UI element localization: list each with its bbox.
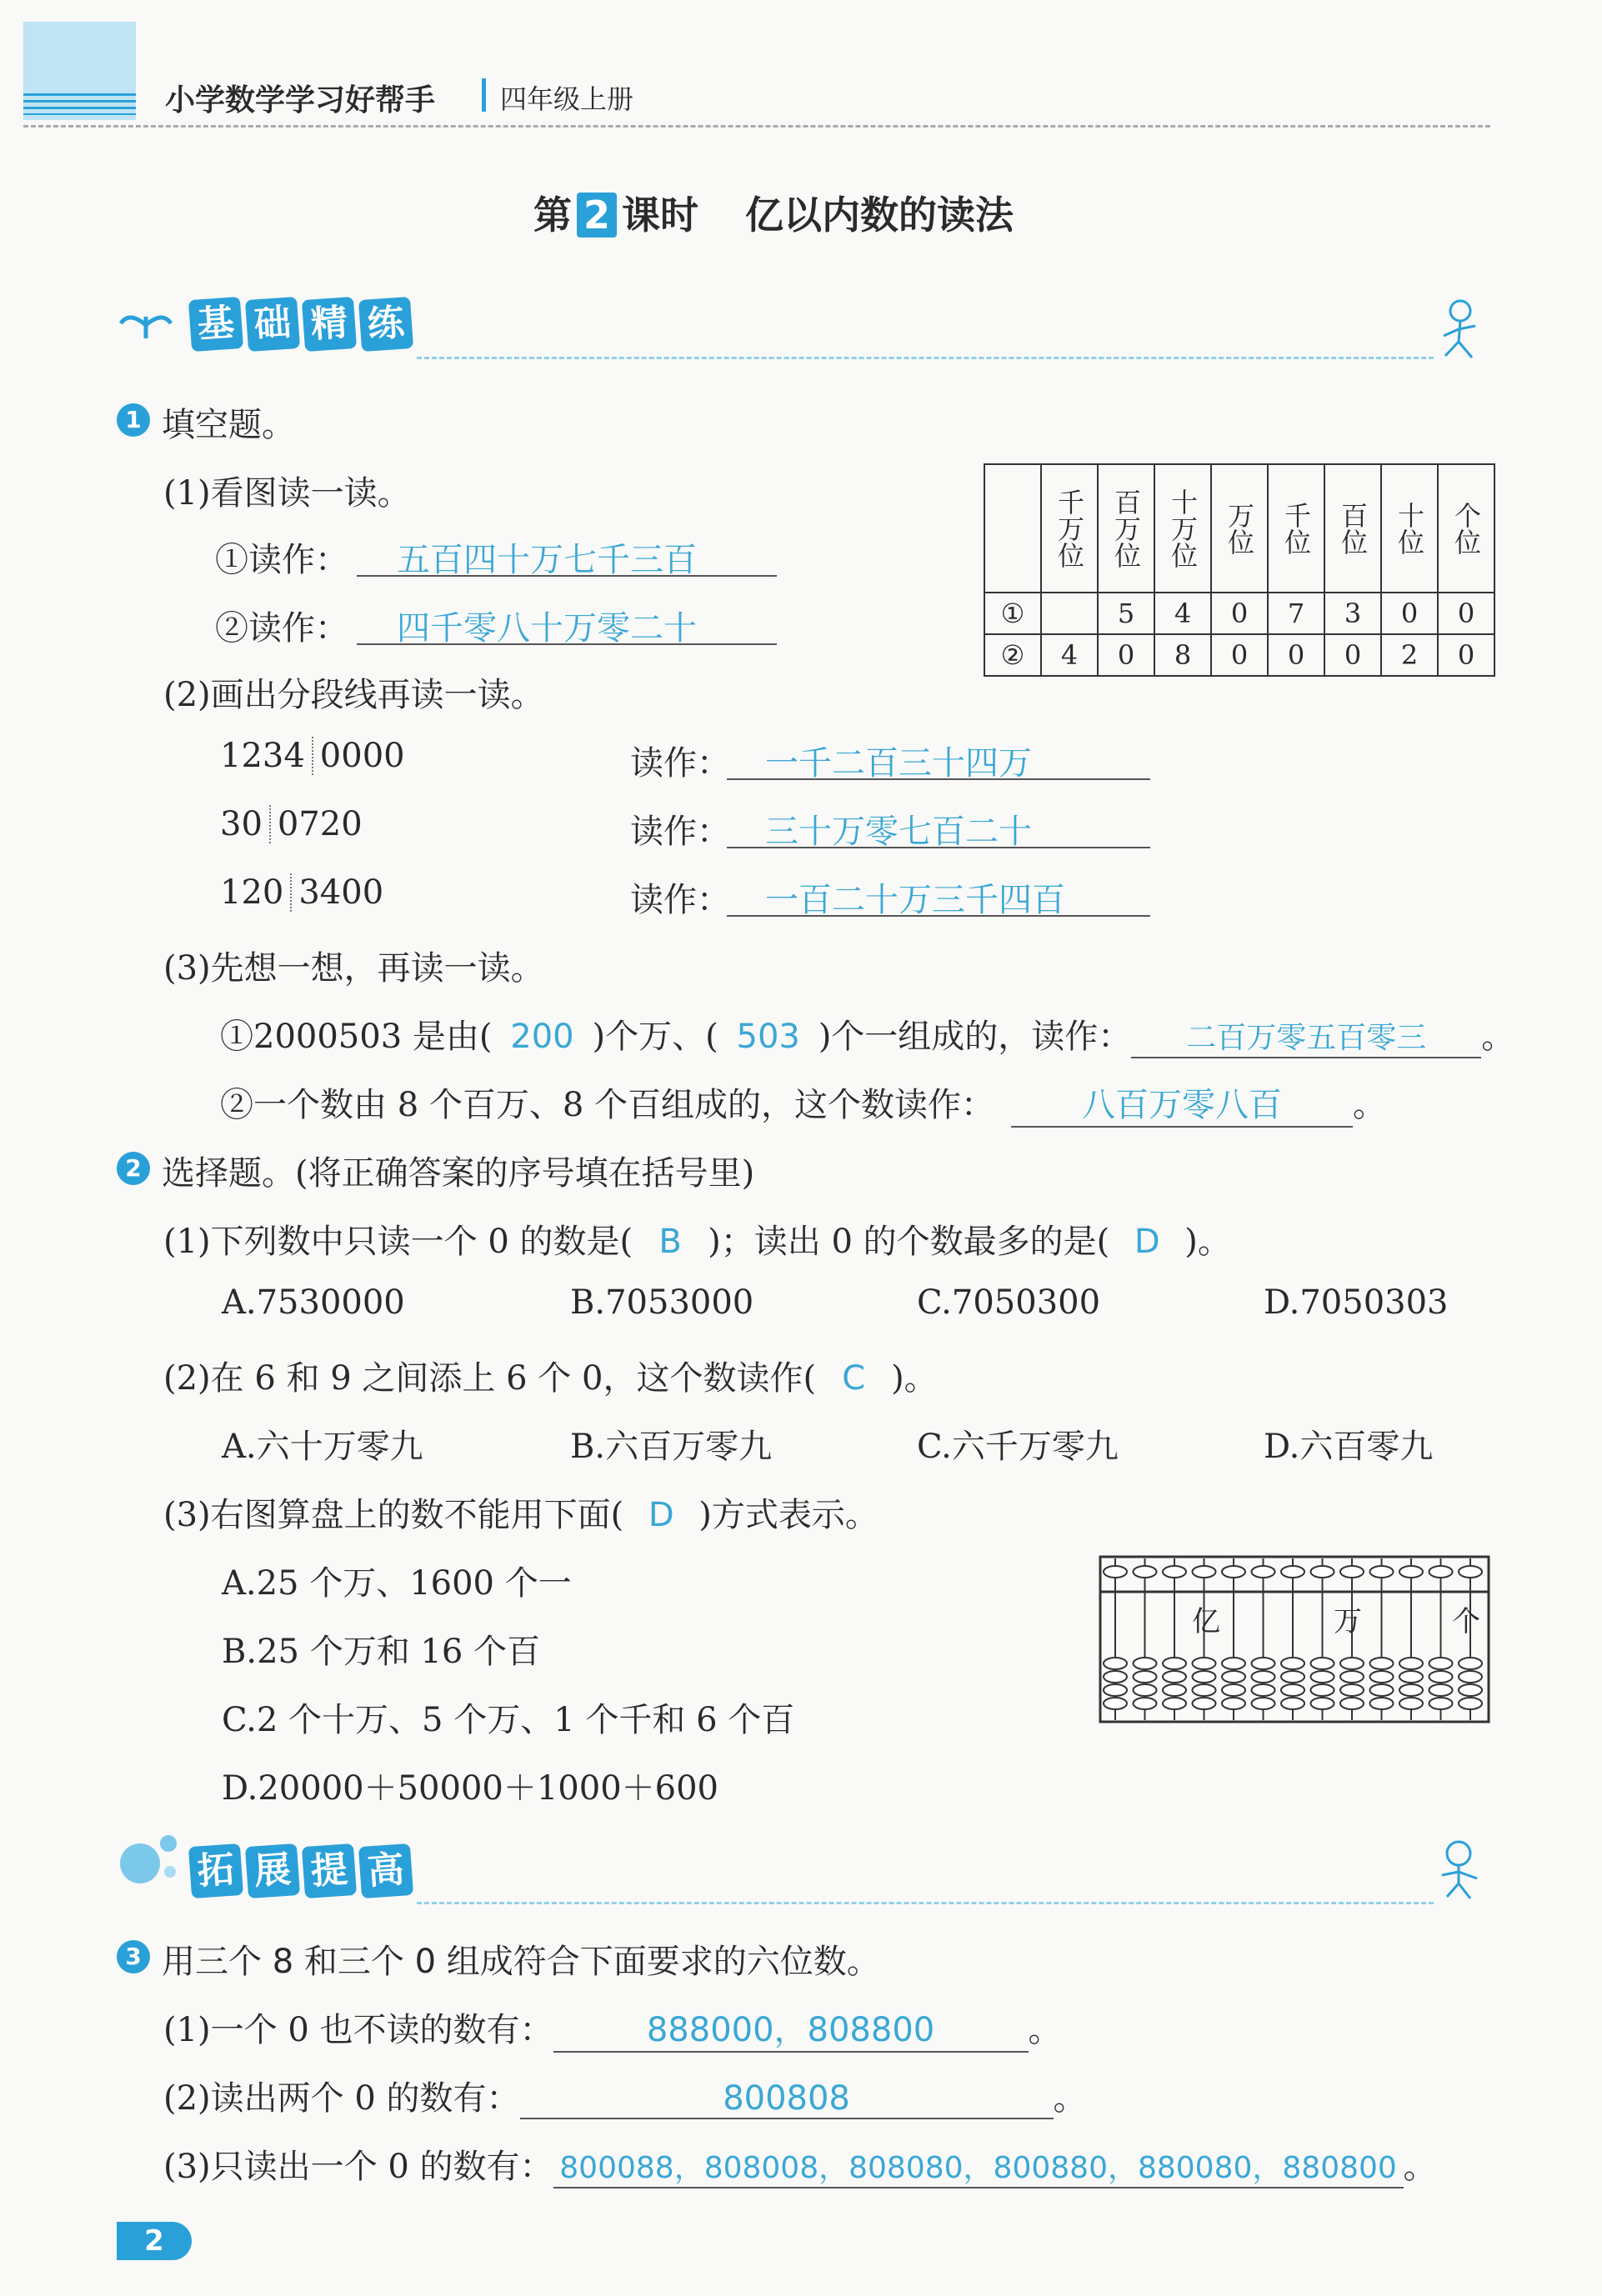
abacus-bead [1459,1658,1482,1669]
option: D.六百零九 [1264,1428,1434,1466]
banner-char: 练 [358,297,413,352]
q2-note: (将正确答案的序号填在括号里) [295,1154,755,1193]
abacus-bead [1193,1658,1216,1669]
q1-part2-answer: 三十万零七百二十 [765,813,1032,851]
abacus-bead [1222,1684,1245,1696]
text: (3)右图算盘上的数不能用下面( [163,1496,624,1534]
abacus-bead [1252,1684,1275,1696]
abacus-bead [1163,1566,1186,1578]
abacus-bead [1429,1684,1453,1696]
abacus-bead [1104,1684,1127,1696]
abacus-bead [1134,1658,1157,1669]
lesson-suffix: 课时 [622,193,699,238]
abacus-bead [1104,1566,1127,1578]
q3-item [163,2140,1437,2188]
segment-mark [290,873,292,912]
table-cell: 0 [1438,593,1494,634]
abacus-bead [1399,1658,1423,1669]
option: C.7050300 [917,1283,1101,1322]
option: B.7053000 [570,1283,754,1322]
abacus-bead [1281,1566,1304,1578]
abacus-label-yi: 亿 [1192,1605,1220,1638]
q3-item [163,2003,1062,2053]
kid-icon [1434,1837,1484,1903]
section-rule-2 [417,1902,1434,1904]
q3-item-label: (2)读出两个 0 的数有： [163,2079,520,2118]
answer-blank: 二百万零五百零三 [1131,1014,1481,1058]
abacus-bead [1459,1684,1482,1696]
table-header: 百万位 [1098,464,1154,593]
abacus-bead [1311,1566,1334,1578]
table-cell: 0 [1438,634,1494,676]
number-left: 120 [220,873,284,912]
abacus-bead [1163,1658,1186,1669]
abacus-bead [1193,1566,1216,1578]
abacus-bead [1281,1698,1304,1709]
abacus-bead [1311,1671,1334,1683]
text: )。 [891,1359,938,1398]
header-rule [23,125,1490,128]
table-cell: 0 [1268,634,1324,676]
abacus-bead [1134,1566,1157,1578]
section-rule-1 [417,357,1434,359]
q1-part1-a-label: ①读作： [215,541,348,579]
option: D.7050303 [1264,1283,1449,1322]
banner-char: 拓 [188,1843,243,1898]
abacus-label-wan: 万 [1334,1605,1362,1638]
text: (1)下列数中只读一个 0 的数是( [163,1223,633,1261]
abacus [1099,1555,1490,1723]
q3-item-label: (1)一个 0 也不读的数有： [163,2011,553,2049]
q1-title: 填空题。 [162,406,295,444]
table-header: 十万位 [1154,464,1211,593]
table-cell: 4 [1041,634,1098,676]
answer-blank: 八百万零八百 [1011,1078,1353,1128]
section-banner-advanced [190,1845,417,1897]
running-kid-icon [1434,296,1484,363]
table-cell: 5 [1098,593,1154,634]
banner-char: 础 [245,297,300,352]
q1-part2-answer: 一千二百三十四万 [765,744,1032,783]
abacus-bead [1311,1684,1334,1696]
table-header: 千位 [1268,464,1324,593]
abacus-bead [1222,1566,1245,1578]
text: ①2000503 是由( [220,1018,493,1056]
text: ②一个数由 8 个百万、8 个百组成的，这个数读作： [220,1086,995,1124]
q2-number-badge: 2 [117,1152,150,1185]
lesson-name: 亿以内数的读法 [745,193,1014,238]
q3-answer: 800088，808008，808080，800880，880080，880800 [553,2144,1404,2188]
q3-item [163,2072,1087,2119]
table-corner [984,464,1041,593]
banner-char: 基 [188,297,243,352]
abacus-bead [1104,1658,1127,1669]
q3-answer: 800808 [520,2079,1054,2119]
abacus-bead [1340,1684,1364,1696]
text: 。 [1353,1086,1387,1124]
option: B.25 个万和 16 个百 [222,1633,541,1671]
text: 。 [1053,2079,1087,2118]
abacus-bead [1340,1698,1364,1709]
text: (2)在 6 和 9 之间添上 6 个 0，这个数读作( [163,1359,817,1398]
text: )方式表示。 [698,1496,879,1534]
number-right: 0720 [277,805,363,843]
abacus-bead [1399,1671,1423,1683]
table-cell: 3 [1324,593,1381,634]
table-cell: 8 [1154,634,1211,676]
number-right: 3400 [298,873,384,912]
abacus-bead [1163,1671,1186,1683]
q1-part2-read-label: 读作： [630,813,730,851]
table-header: 千万位 [1041,464,1098,593]
abacus-bead [1311,1658,1334,1669]
banner-char: 精 [302,297,357,352]
abacus-bead [1281,1684,1304,1696]
abacus-bead [1429,1566,1453,1578]
q1-part2-number [220,805,363,843]
q1-number-badge: 1 [117,403,150,437]
table-cell: 0 [1324,634,1381,676]
option: A.7530000 [222,1283,405,1322]
option: A.25 个万、1600 个一 [222,1564,572,1603]
abacus-bead [1134,1698,1157,1709]
abacus-bead [1370,1671,1394,1683]
abacus-bead [1193,1684,1216,1696]
banner-char: 展 [245,1843,300,1898]
option: C.六千万零九 [917,1428,1119,1466]
table-cell [1041,593,1098,634]
abacus-bead [1429,1671,1453,1683]
abacus-bead [1281,1658,1304,1669]
table-row [984,634,1494,676]
q1-part2-read-label: 读作： [630,744,730,783]
abacus-bead [1399,1566,1423,1578]
q2-part3 [163,1488,879,1536]
abacus-bead [1252,1566,1275,1578]
abacus-bead [1399,1684,1423,1696]
section-banner-basic [190,298,417,350]
abacus-bead [1222,1658,1245,1669]
table-row [984,593,1494,634]
answer-blank: B [658,1223,682,1261]
abacus-bead [1459,1671,1482,1683]
abacus-bead [1193,1698,1216,1709]
table-header: 个位 [1438,464,1494,593]
banner-char: 提 [302,1843,357,1898]
q1-part3-a [220,1010,1514,1058]
lesson-number: 2 [577,193,617,238]
lesson-title [533,185,1014,240]
table-cell: 0 [1211,593,1268,634]
q2-title-line [162,1147,754,1194]
abacus-bead [1104,1671,1127,1683]
answer-blank: 503 [736,1018,800,1056]
option: C.2 个十万、5 个万、1 个千和 6 个百 [222,1701,795,1739]
q2-part1 [163,1215,1231,1263]
q3-answer: 888000，808800 [553,2003,1029,2053]
abacus-bead [1134,1684,1157,1696]
abacus-bead [1193,1671,1216,1683]
table-cell: 2 [1381,634,1438,676]
table-header: 十位 [1381,464,1438,593]
table-header-row [984,464,1494,593]
bubbles-icon [117,1832,183,1890]
abacus-bead [1163,1698,1186,1709]
answer-blank: 200 [510,1018,574,1056]
abacus-bead [1252,1658,1275,1669]
text: )；读出 0 的个数最多的是( [708,1223,1110,1261]
sprout-icon [117,307,175,340]
abacus-bead [1252,1698,1275,1709]
abacus-bead [1370,1684,1394,1696]
answer-blank: C [842,1359,866,1398]
abacus-bead [1370,1698,1394,1709]
number-right: 0000 [319,737,405,775]
text: )个万、( [592,1018,718,1056]
abacus-bead [1134,1671,1157,1683]
lesson-prefix: 第 [533,193,572,238]
q1-part1-b-answer: 四千零八十万零二十 [397,609,697,648]
text: 。 [1481,1018,1515,1056]
page-number: 2 [117,2222,192,2260]
text: 。 [1403,2148,1437,2186]
place-value-table [984,463,1495,677]
abacus-bead [1459,1566,1482,1578]
q1-part3: (3)先想一想，再读一读。 [163,949,544,988]
q2-part2 [163,1352,938,1399]
abacus-bead [1252,1671,1275,1683]
segment-mark [269,805,271,843]
answer-blank: D [1134,1223,1160,1261]
abacus-bead [1340,1566,1364,1578]
q1-part1-b-label: ②读作： [215,609,348,648]
header-stripes [23,93,136,115]
answer-blank: D [648,1496,674,1534]
abacus-bead [1370,1566,1394,1578]
abacus-bead [1340,1671,1364,1683]
number-left: 30 [220,805,263,843]
table-cell: 4 [1154,593,1211,634]
q3-number-badge: 3 [117,1940,150,1973]
banner-char: 高 [358,1843,413,1898]
table-cell: 7 [1268,593,1324,634]
abacus-bead [1281,1671,1304,1683]
q1-part2-read-label: 读作： [630,881,730,919]
table-header: 百位 [1324,464,1381,593]
text: 。 [1028,2011,1062,2049]
abacus-bead [1370,1658,1394,1669]
q1-part2: (2)画出分段线再读一读。 [163,676,544,714]
header-divider [482,78,486,112]
number-left: 1234 [220,737,305,775]
q3-title: 用三个 8 和三个 0 组成符合下面要求的六位数。 [162,1943,880,1981]
abacus-bead [1104,1698,1127,1709]
abacus-label-ge: 个 [1452,1605,1480,1638]
abacus-bead [1399,1698,1423,1709]
option: D.20000＋50000＋1000＋600 [222,1769,718,1808]
table-cell: 0 [1381,593,1438,634]
q1-part2-number [220,737,405,775]
abacus-bead [1311,1698,1334,1709]
q1-part1: (1)看图读一读。 [163,474,411,513]
text: )。 [1184,1223,1231,1261]
abacus-bead [1429,1658,1453,1669]
abacus-bead [1340,1658,1364,1669]
option: A.六十万零九 [222,1428,423,1466]
abacus-bead [1429,1698,1453,1709]
table-cell: 0 [1211,634,1268,676]
row-label: ② [984,634,1041,676]
q2-title: 选择题。 [162,1154,295,1193]
q1-part2-answer: 一百二十万三千四百 [765,881,1065,919]
abacus-bead [1459,1698,1482,1709]
text: )个一组成的，读作： [818,1018,1132,1056]
q1-part3-b [220,1078,1386,1128]
abacus-bead [1163,1684,1186,1696]
abacus-bead [1222,1671,1245,1683]
q3-item-label: (3)只读出一个 0 的数有： [163,2148,553,2186]
table-header: 万位 [1211,464,1268,593]
q1-part2-number [220,873,383,912]
option: B.六百万零九 [570,1428,773,1466]
abacus-bead [1222,1698,1245,1709]
grade-label: 四年级上册 [500,83,634,115]
table-cell: 0 [1098,634,1154,676]
row-label: ① [984,593,1041,634]
segment-mark [312,737,313,775]
book-title: 小学数学学习好帮手 [165,83,436,118]
q1-part1-a-answer: 五百四十万七千三百 [397,541,697,579]
